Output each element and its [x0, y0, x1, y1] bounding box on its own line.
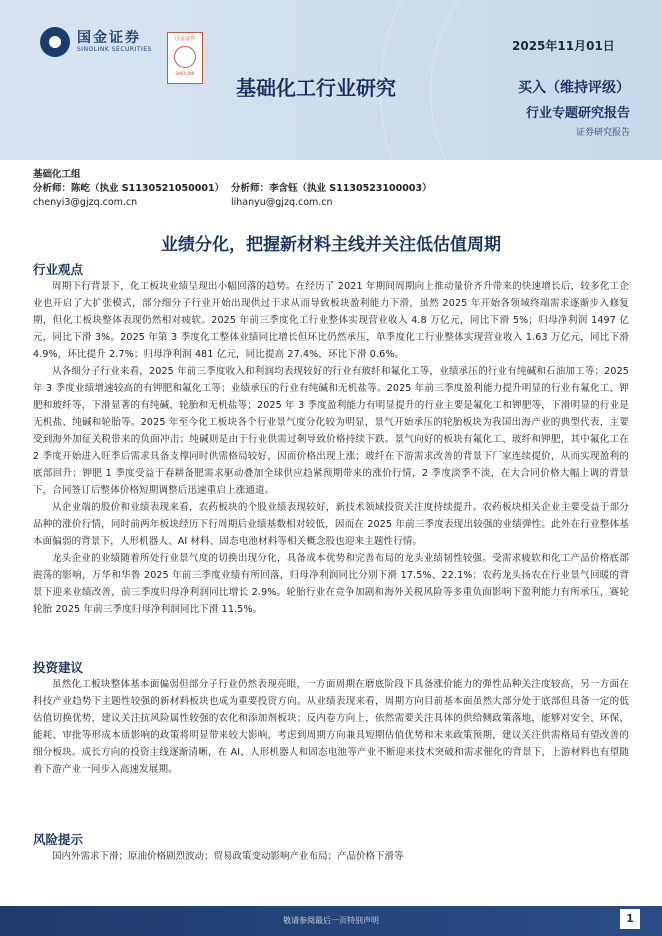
report-subtype: 证券研究报告: [575, 128, 630, 138]
analyst-info: [33, 168, 432, 208]
risk-text: 国内外需求下滑；原油价格剧烈波动；贸易政策变动影响产业布局；产品价格下滑等: [52, 851, 404, 862]
logo-name-en: SINOLINK SECURITIES: [77, 46, 152, 53]
report-date: 2025年11月01日: [512, 39, 615, 53]
company-logo: [40, 27, 152, 57]
invest-paragraph: 虽然化工板块整体基本面偏弱但部分子行业仍然表现亮眼，一方面周期在磨底阶段下具备涨价能力的弹性品种关注度较高，另一方面在科技产业趋势下主题性较强的新材料板块也成为重要投资方向。从业绩表现来看，周期方向目前基本面虽然大部分处于底部但具备一定的低估值切换优势，建议关注抗风险属性较强的农化和添加剂板块；反内卷方向上，依然需要关注具体的供给侧政策落地，能够对安全、环保、能耗、审批等形成本质影响的政策将明显带来较大影响，考虑到周期方向兼具短期估值优势和未来政策预期，建议关注供需格局有望改善的细分板块。成长方向的投资主线逐渐清晰，在 AI、人形机器人和固态电池等产业不断迎来技术突破和需求催化的背景下，上游材料也有望随着下游产业一同步入高速发展期。: [33, 679, 629, 775]
view-paragraph: 周期下行背景下，化工板块业绩呈现出小幅回落的趋势。在经历了 2021 年期间周期向上推动量价齐升带来的快速增长后，较多化工企业也开启了大扩张模式，部分细分子行业开始出现供过于求从而导致板块盈利能力下滑，虽然 2025 年开始各领域终端需求逐渐步入修复期，但化工板块整体表现仍然相对疲软。2025 年前三季度化工行业整体实现营业收入 4.8 万亿元，同比下滑 5%；归母净利润 1497 亿元，同比下滑 3%。2025 年第 3 季度化工整体业绩同比增长但环比仍然承压，单季度化工行业整体实现营业收入 1.63 万亿元，同比下滑 4.9%，环比提升 2.7%；归母净利润 481 亿元，同比提高 27.4%，环比下滑 0.6%。: [33, 281, 629, 360]
logo-name-cn: 国金证券: [77, 30, 141, 46]
analyst-group: 基础化工组: [33, 169, 81, 180]
investment-advice-section: [33, 660, 629, 778]
section-heading-invest: 投资建议: [33, 660, 84, 675]
section-heading-risk: 风险提示: [33, 832, 84, 847]
view-paragraph: 从企业端的股价和业绩表现来看，农药板块的个股业绩表现较好，新技术领域投资关注度持续提升。农药板块相关企业主要受益于部分品种的涨价行情，同时前两年板块经历下行周期后业绩基数相对较低，因而在 2025 年前三季度表现出较强的业绩弹性。此外在行业整体基本面偏弱的背景下，人形机器人、AI 材料、固态电池材料等相关概念股也迎来主题性行情。: [33, 502, 629, 547]
award-badge-icon: 国金证券 SINOLINK: [167, 32, 203, 84]
view-paragraph: 龙头企业的业绩随着所处行业景气度的切换出现分化，具备成本优势和完善布局的龙头业绩韧性较强。受需求疲软和化工产品价格底部震荡的影响，万华和华鲁 2025 年前三季度业绩有所回落，归母净利润同比分别下滑 17.5%、22.1%；农药龙头扬农在行业景气回暖的背景下迎来业绩改善，前三季度归母净利润同比增长 2.9%。轮胎行业在竞争加剧和海外关税风险等多重负面影响下盈利能力有所承压，赛轮轮胎 2025 年前三季度归母净利润同比下滑 11.5%。: [33, 553, 629, 615]
document-title: 业绩分化，把握新材料主线并关注低估值周期: [161, 235, 501, 255]
view-paragraph: 从各细分子行业来看，2025 年前三季度收入和利润均表现较好的行业有玻纤和氟化工等，业绩承压的行业有纯碱和石油加工等；2025 年 3 季度业绩增速较高的有钾肥和氟化工等；业绩承压的行业有纯碱和无机盐等。2025 年前三季度盈利能力提升明显的行业有氟化工、钾肥和玻纤等，下滑显著的有纯碱、轮胎和无机盐等；2025 年 3 季度盈利能力有明显提升的行业主要是氟化工和钾肥等，下滑明显的行业是无机盐、纯碱和轮胎等。2025 年至今化工板块各个行业景气度分化较为明显，景气开始承压的轮胎板块为我国出海产业的典型代表，主要受到海外加征关税带来的负面冲击；纯碱则是由于行业供需过剩导致价格持续下跌。景气向好的板块有氟化工、玻纤和钾肥，其中氟化工在 2 季度开始进入旺季后需求具备支撑同时供需格局较好，因而价格出现上涨；玻纤在下游需求改善的背景下厂家连续提价，从而实现盈利的底部回升；钾肥 1 季度受益于春耕备肥需求驱动叠加全球供应趋紧预期带来的涨价行情，2 季度淡季不淡，在大合同价格大幅上调的背景下，合同签订后整体价格短期调整后迅速重启上涨通道。: [33, 366, 629, 496]
analyst-2-name: 分析师：李含钰（执业 S1130523100003）: [231, 183, 432, 194]
risk-section: [33, 832, 629, 865]
footer-disclaimer-link[interactable]: 敬请参阅最后一页特别声明: [283, 916, 379, 925]
analyst-1-email[interactable]: chenyi3@gjzq.com.cn: [33, 197, 138, 208]
rating-label: 买入（维持评级）: [518, 80, 630, 96]
industry-view-section: [33, 262, 629, 618]
logo-mark-icon: [40, 27, 70, 57]
page-number: 1: [620, 909, 640, 929]
report-main-title: 基础化工行业研究: [236, 76, 396, 100]
analyst-1-name: 分析师：陈屹（执业 S1130521050001）: [33, 183, 225, 194]
section-heading-view: 行业观点: [33, 262, 84, 277]
report-type: 行业专题研究报告: [525, 106, 630, 121]
analyst-2-email[interactable]: lihanyu@gjzq.com.cn: [231, 197, 333, 208]
